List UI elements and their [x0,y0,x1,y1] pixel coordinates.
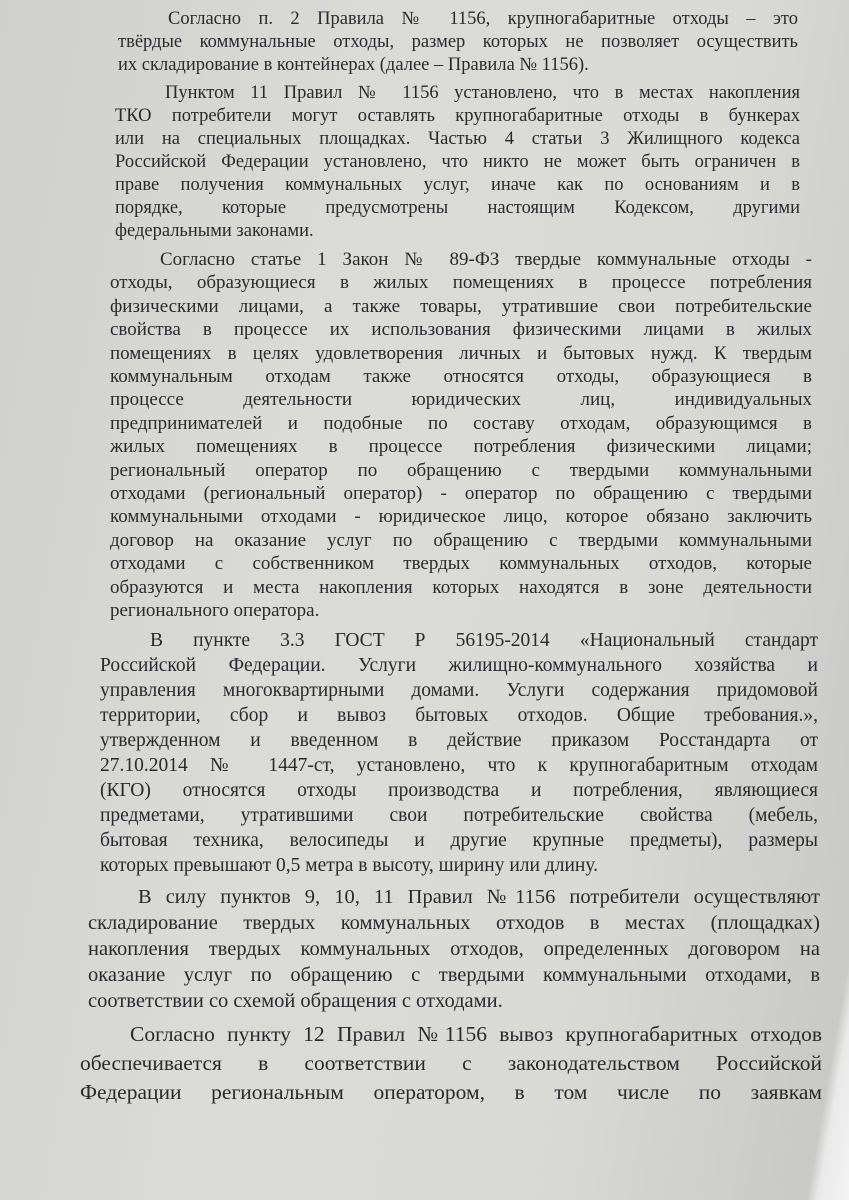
text-line: В силу пунктов 9, 10, 11 Правил №1156 потребители осуществляют [138,886,820,908]
text-line: отходами (региональный оператор) - оператор по обращению с твердыми [110,483,812,505]
text-line: складирование твердых коммунальных отходов в местах (площадках) [88,912,820,934]
text-line: обеспечивается в соответствии с законодательством Российской [80,1051,822,1075]
text-line: Российской Федерации. Услуги жилищно-коммунального хозяйства и [100,655,818,676]
text-line: оказание услуг по обращению с твердыми коммунальными отходами, в [88,964,820,986]
text-line: Российской Федерации установлено, что никто не может быть ограничен в [115,152,800,172]
text-line: которых превышают 0,5 метра в высоту, ширину или длину. [100,855,599,876]
paragraph-4 [100,628,818,878]
text-line: свойства в процессе их использования физическими лицами в жилых [110,319,812,341]
text-line: соответствии со схемой обращения с отходами. [88,990,503,1012]
text-line: отходами с собственником твердых коммунальных отходов, которые [110,553,812,575]
paragraph-6 [80,1020,822,1107]
text-line: или на специальных площадках. Частью 4 статьи 3 Жилищного кодекса [115,129,800,149]
text-line: федеральными законами. [115,221,314,241]
text-line: бытовая техника, велосипеды и другие крупные предметы), размеры [100,830,818,851]
text-line: ТКО потребители могут оставлять крупногабаритные отходы в бункерах [115,106,800,126]
text-line: Согласно п. 2 Правила № 1156, крупногабаритные отходы – это [168,9,798,29]
text-line: физическими лицами, а также товары, утратившие свои потребительские [110,295,812,317]
text-line: Пунктом 11 Правил № 1156 установлено, что в местах накопления [165,83,800,103]
paragraph-3 [110,248,812,623]
text-line: их складирование в контейнерах (далее – Правила № 1156). [118,55,589,75]
paragraph-5 [88,884,820,1014]
paragraph-1 [118,8,798,77]
text-line: жилых помещениях в процессе потребления физическими лицами; [110,436,812,458]
text-line: процессе деятельности юридических лиц, индивидуальных [110,389,812,411]
text-line: праве получения коммунальных услуг, иначе как по основаниям и в [115,175,800,195]
text-line: Согласно статье 1 Закон № 89-ФЗ твердые коммунальные отходы - [160,249,812,270]
text-line: образуются и места накопления которых находятся в зоне деятельности [110,576,812,598]
text-line: утвержденном и введенном в действие приказом Росстандарта от [100,730,818,751]
text-line: порядке, которые предусмотрены настоящим Кодексом, другими [115,198,800,218]
text-line: коммунальным отходам также относятся отходы, образующиеся в [110,366,812,388]
text-line: 27.10.2014 № 1447-ст, установлено, что к крупногабаритным отходам [100,755,818,776]
text-line: твёрдые коммунальные отходы, размер которых не позволяет осуществить [118,32,798,52]
text-line: договор на оказание услуг по обращению с твердыми коммунальными [110,529,812,551]
text-line: региональный оператор по обращению с твердыми коммунальными [110,459,812,481]
text-line: Федерации региональным оператором, в том числе по заявкам [80,1080,822,1104]
text-line: управления многоквартирными домами. Услуги содержания придомовой [100,680,818,701]
text-line: Согласно пункту 12 Правил №1156 вывоз крупногабаритных отходов [130,1022,822,1046]
text-line: (КГО) относятся отходы производства и потребления, являющиеся [100,780,818,801]
text-line: отходы, образующиеся в жилых помещениях в процессе потребления [110,272,812,294]
text-line: В пункте 3.3 ГОСТ Р 56195-2014 «Национальный стандарт [150,630,818,651]
text-line: коммунальными отходами - юридическое лицо, которое обязано заключить [110,506,812,528]
text-line: предметами, утратившими свои потребительские свойства (мебель, [100,805,818,826]
text-line: помещениях в целях удовлетворения личных и бытовых нужд. К твердым [110,342,812,364]
text-line: предпринимателей и подобные по составу отходам, образующимся в [110,412,812,434]
paragraph-2 [115,82,800,243]
text-line: территории, сбор и вывоз бытовых отходов. Общие требования.», [100,705,818,726]
text-line: регионального оператора. [110,600,320,622]
text-line: накопления твердых коммунальных отходов, определенных договором на [88,938,820,960]
